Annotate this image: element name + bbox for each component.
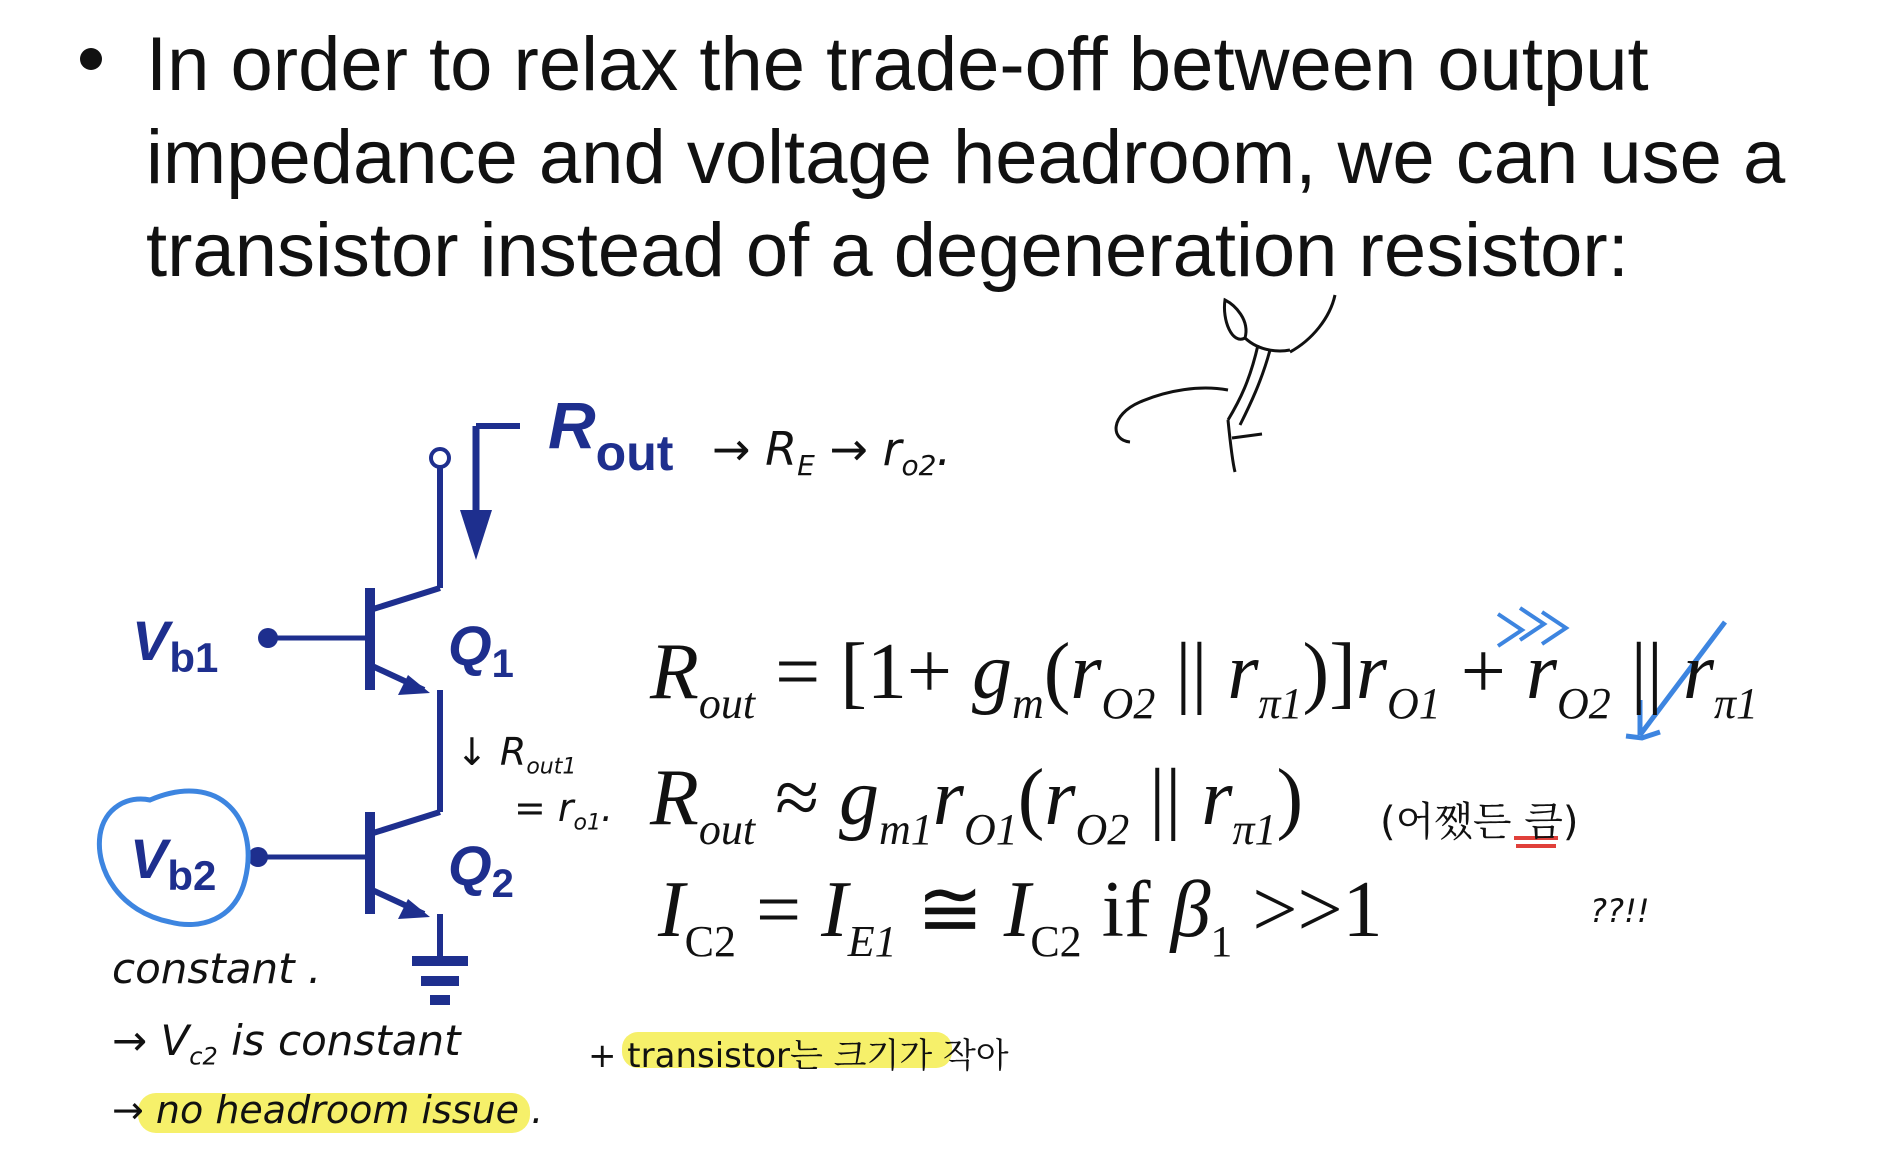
note-transistor-small: + transistor는 크기가 작아	[588, 1036, 1009, 1076]
bullet-line-3: transistor instead of a degeneration resistor:	[146, 208, 1629, 293]
vb2-node	[248, 847, 268, 867]
vb2-label: $V_{b2}$	[130, 827, 217, 899]
equation-rout-exact: $R_{out} = [1+ g_m(r_{O2}$ || $r_{\pi 1})]r_{O1} + r_{O2}$ || $r_{\pi 1}$	[650, 628, 1759, 728]
bullet-line-2: impedance and voltage headroom, we can use a	[146, 115, 1786, 200]
note-question: ??!!	[1590, 892, 1650, 930]
equation-current: $I_{C2} = I_{E1}$ ≅ $I_{C2}$ if $\beta_1 >>1$	[658, 866, 1383, 966]
q1-label: $Q_1$	[448, 614, 514, 686]
equation-rout-approx: $R_{out} \approx g_{m1}r_{O1}(r_{O2}$ || $r_{\pi 1}$)	[650, 754, 1304, 854]
rout-label: $R_{out}$	[548, 388, 674, 481]
note-rout-chain: → $R_E \to r_{o2}$.	[712, 422, 952, 483]
rout-arrow	[460, 426, 520, 560]
note-no-headroom: → no headroom issue .	[112, 1088, 544, 1132]
vb1-label: $V_{b1}$	[132, 609, 219, 681]
output-node	[431, 449, 449, 467]
note-rout1-eq: = $r_{o1}$.	[514, 786, 614, 836]
note-vc2-constant: → $V_{c2}$ is constant	[112, 1016, 461, 1071]
note-constant: constant .	[112, 944, 322, 993]
vb1-node	[258, 628, 278, 648]
transistor-q2	[370, 812, 440, 919]
q2-label: $Q_2$	[448, 834, 514, 906]
note-rout1: ↓ $R_{out1}$	[456, 730, 577, 780]
transistor-q1	[370, 588, 440, 695]
doodle-sketch	[1116, 295, 1335, 472]
bullet-line-1: In order to relax the trade-off between output	[146, 22, 1649, 107]
note-korean-big: (어쨌든 큼)	[1380, 799, 1579, 845]
ground-symbol	[412, 914, 468, 1005]
